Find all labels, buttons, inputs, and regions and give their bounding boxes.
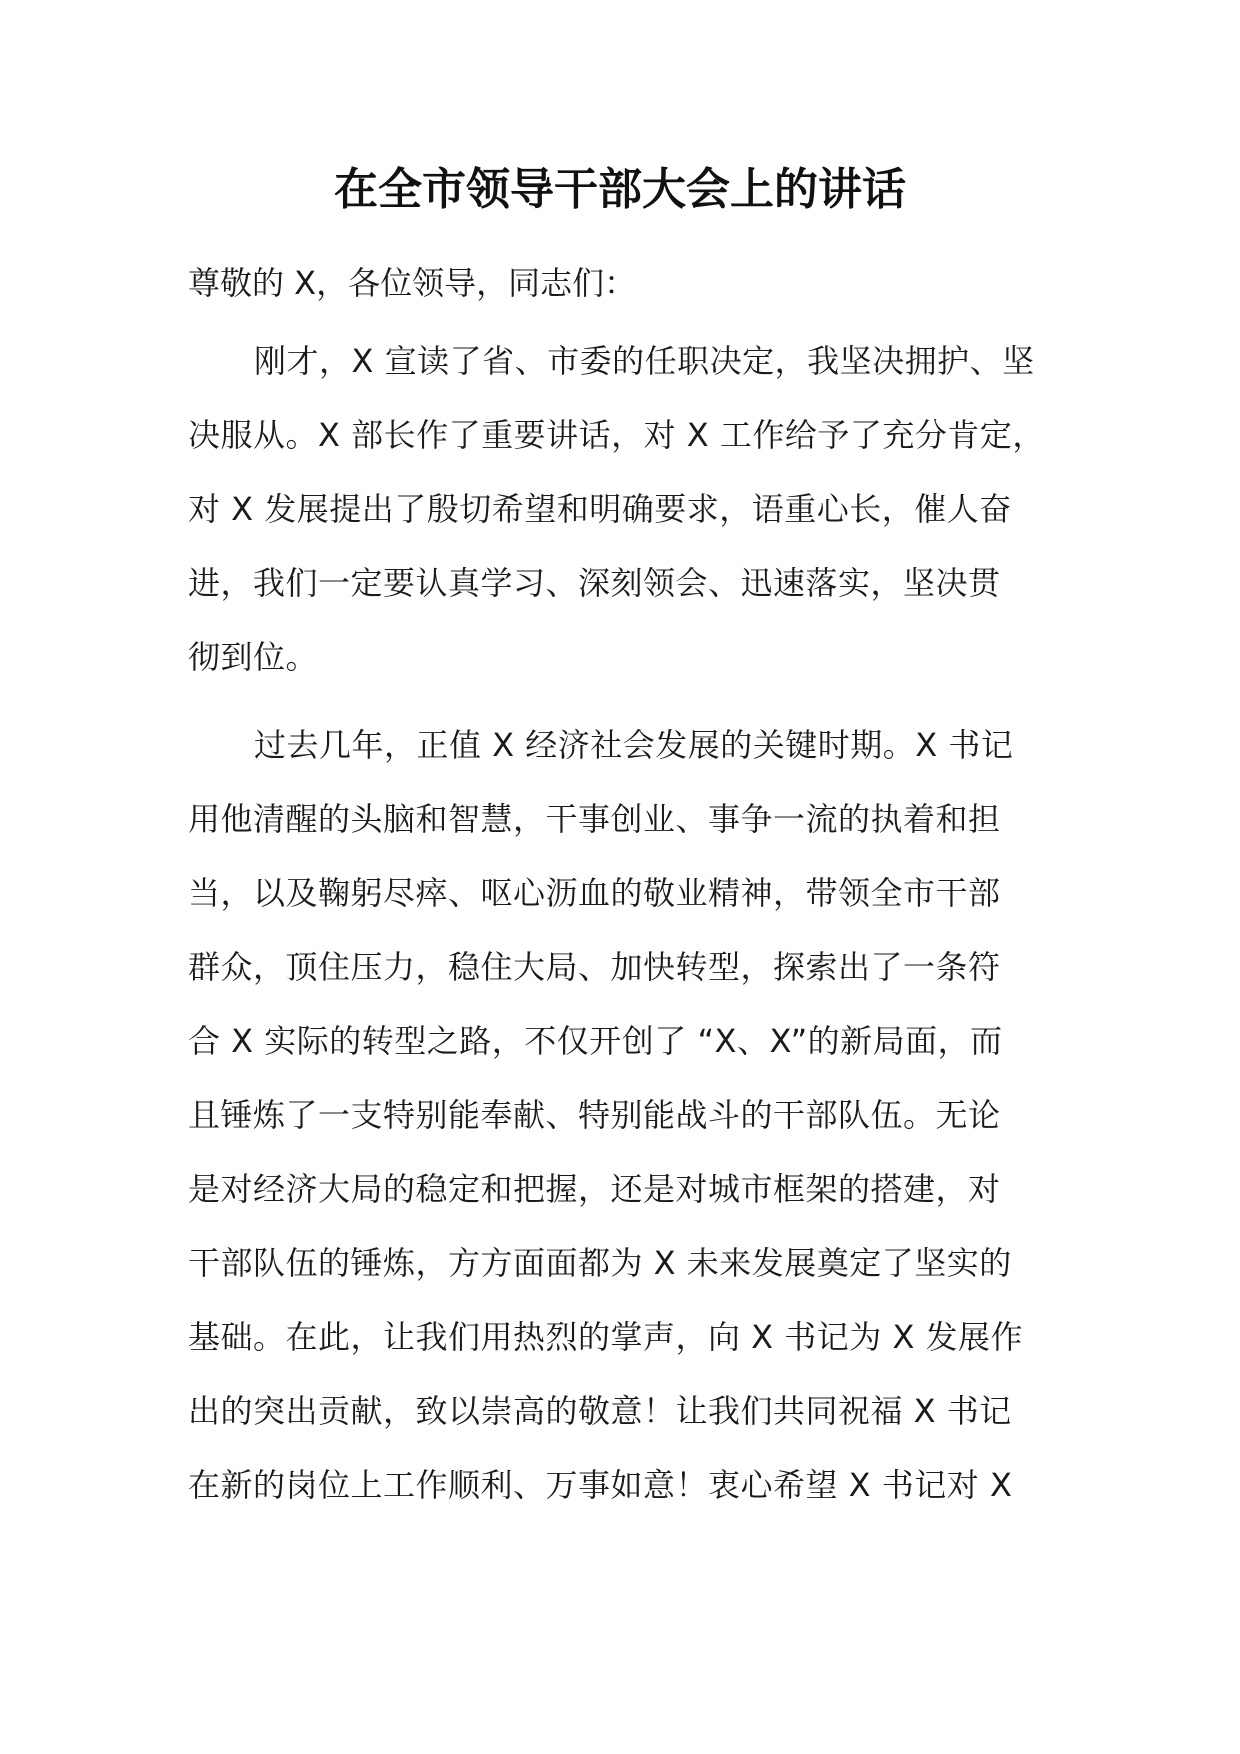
paragraph-line: 刚才，X 宣读了省、市委的任职决定，我坚决拥护、坚 [254,342,1035,380]
paragraph-line: 对 X 发展提出了殷切希望和明确要求，语重心长，催人奋 [188,490,1012,528]
paragraph-2 [188,708,1068,1522]
paragraph-line: 在新的岗位上工作顺利、万事如意！衷心希望 X 书记对 X [188,1466,1013,1504]
document-body [188,246,1068,1536]
paragraph-line: 合 X 实际的转型之路，不仅开创了 “X、X”的新局面，而 [188,1022,1003,1060]
document-title: 在全市领导干部大会上的讲话 [334,164,906,215]
salutation: 尊敬的 X，各位领导，同志们： [188,264,637,302]
paragraph-line: 用他清醒的头脑和智慧，干事创业、事争一流的执着和担 [188,800,1001,838]
paragraph-line: 且锤炼了一支特别能奉献、特别能战斗的干部队伍。无论 [188,1096,1001,1134]
paragraph-line: 基础。在此，让我们用热烈的掌声，向 X 书记为 X 发展作 [188,1318,1024,1356]
paragraph-line: 出的突出贡献，致以崇高的敬意！让我们共同祝福 X 书记 [188,1392,1012,1430]
paragraph-line: 是对经济大局的稳定和把握，还是对城市框架的搭建，对 [188,1170,1001,1208]
paragraph-line: 群众，顶住压力，稳住大局、加快转型，探索出了一条符 [188,948,1001,986]
paragraph-line: 当，以及鞠躬尽瘁、呕心沥血的敬业精神，带领全市干部 [188,874,1001,912]
paragraph-line: 过去几年，正值 X 经济社会发展的关键时期。X 书记 [254,726,1014,764]
paragraph-line: 彻到位。 [188,638,319,676]
paragraph-line: 进，我们一定要认真学习、深刻领会、迅速落实，坚决贯 [188,564,1001,602]
paragraph-1 [188,324,1068,694]
paragraph-line: 决服从。X 部长作了重要讲话，对 X 工作给予了充分肯定， [188,416,1045,454]
paragraph-line: 干部队伍的锤炼，方方面面都为 X 未来发展奠定了坚实的 [188,1244,1012,1282]
